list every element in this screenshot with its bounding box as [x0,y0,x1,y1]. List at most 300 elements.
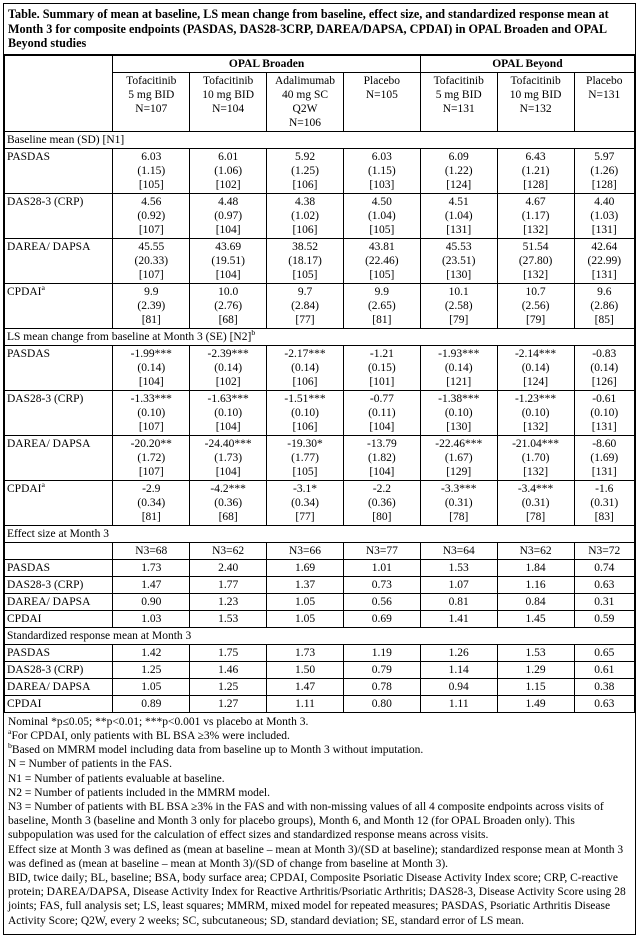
arm-header-line: Q2W [292,102,318,115]
data-cell-line: (0.14) [214,361,243,374]
data-cell-line: -3.1* [293,482,317,495]
table-row [5,148,635,193]
data-cell-line: 4.67 [525,195,546,208]
data-cell-line: [102] [215,178,241,191]
arm-header-line: 5 mg BID [128,88,175,101]
data-cell-line: (1.67) [444,451,473,464]
data-cell [190,480,267,525]
data-cell [113,390,190,435]
data-cell-line: (0.92) [137,209,166,222]
data-cell [267,480,344,525]
data-cell [343,238,420,283]
table-row [5,480,635,525]
data-cell-line: (1.02) [291,209,319,222]
data-cell: 0.69 [343,610,420,627]
data-cell-line: 10.7 [525,285,546,298]
arm-header-line: N=104 [212,102,245,115]
data-cell-line: [106] [292,178,318,191]
data-cell-line: -21.04*** [512,437,560,450]
corner-cell [5,55,113,131]
data-cell-line: [101] [369,375,395,388]
data-cell-line: [132] [523,465,549,478]
data-cell-line: [131] [591,465,617,478]
arm-header-line: 10 mg BID [202,88,255,101]
data-cell-line: [81] [141,510,161,523]
table-row [5,238,635,283]
data-cell-line: 6.43 [525,150,546,163]
data-cell-line: 4.48 [218,195,239,208]
footnote-line: N = Number of patients in the FAS. [8,758,173,771]
data-cell-line: (0.31) [521,496,550,509]
table-row [5,283,635,328]
data-cell [574,480,634,525]
data-cell: 0.73 [343,576,420,593]
data-cell-line: [131] [591,420,617,433]
data-cell: N3=64 [420,542,497,559]
arm-header [574,72,634,131]
data-cell-line: (1.03) [590,209,619,222]
data-cell-line: -3.3*** [440,482,477,495]
data-cell: 1.46 [190,661,267,678]
data-cell-line: -0.83 [592,347,617,360]
endpoint-label: CPDAI [5,610,113,627]
summary-table [4,55,635,713]
data-cell-line: (0.34) [137,496,166,509]
section-row [5,131,635,148]
data-cell-line: -1.33*** [130,392,172,405]
data-cell: 1.29 [497,661,574,678]
data-cell: 1.16 [497,576,574,593]
footnote-line: BID, twice daily; BL, baseline; BSA, body surface area; CPDAI, Composite Psoriatic Disease Activity Index score; CRP, C-reactive protein; DAREA/DAPSA, Disease Activity Index for Reactive Arthritis/Psoriatic Arthritis; DAS28-3, Disease Activity Score using 28 joints; FAS, full analysis set; LS, least squares; MMRM, mixed model for repeated measures; PASDAS, Psoriatic Arthritis Disease Activity Score; Q2W, every 2 weeks; SC, subcutaneous; SD, standard deviation; SE, standard error of LS mean. [8,872,626,927]
data-cell-line: 9.7 [297,285,313,298]
data-cell-line: [105] [369,223,395,236]
data-cell-line: 4.50 [371,195,392,208]
data-cell-line: [83] [594,510,614,523]
arm-header [267,72,344,131]
data-cell-line: [105] [369,268,395,281]
data-cell-line: (0.10) [590,406,619,419]
data-cell-line: 6.03 [141,150,162,163]
data-cell-line: [103] [369,178,395,191]
data-cell-line: [124] [446,178,472,191]
endpoint-label: PASDAS [5,559,113,576]
data-cell-line: (0.10) [521,406,550,419]
footnotes [4,713,635,934]
table-row [5,345,635,390]
data-cell [343,390,420,435]
data-cell-line: (1.73) [214,451,243,464]
arm-header-line: Tofacitinib [126,74,177,87]
data-cell-line: (0.14) [291,361,319,374]
footnote-line: $^b$Based on MMRM model including data from baseline up to Month 3 without imputation. [8,741,424,757]
superscript-marker: a [41,480,45,489]
data-cell: 1.05 [267,593,344,610]
data-cell-line: (0.10) [137,406,166,419]
data-cell: 1.25 [113,661,190,678]
endpoint-label: DAS28-3 (CRP) [5,576,113,593]
data-cell-line: 6.01 [218,150,239,163]
data-cell-line: [128] [591,178,617,191]
data-cell: 1.27 [190,695,267,712]
data-cell [420,283,497,328]
data-cell [113,148,190,193]
data-cell: 1.47 [113,576,190,593]
data-cell-line: [79] [449,313,469,326]
data-cell: 1.07 [420,576,497,593]
data-cell-line: [79] [526,313,546,326]
data-cell: N3=77 [343,542,420,559]
footnote-line: Nominal *p≤0.05; **p<0.01; ***p<0.001 vs placebo at Month 3. [8,715,309,728]
footnote-line: N1 = Number of patients evaluable at baseline. [8,772,225,785]
data-cell-line: -1.93*** [438,347,480,360]
endpoint-label: CPDAI$^a$ [5,283,113,328]
data-cell-line: (2.65) [367,299,396,312]
data-cell-line: [104] [215,223,241,236]
data-cell-line: (23.51) [441,254,476,267]
data-cell [574,390,634,435]
data-cell [113,435,190,480]
data-cell-line: (27.80) [518,254,553,267]
data-cell-line: (0.10) [214,406,243,419]
data-cell-line: -24.40*** [204,437,252,450]
endpoint-label: DAREA/ DAPSA [5,678,113,695]
footnote-line: N3 = Number of patients with BL BSA ≥3% in the FAS and with non-missing values of all 4 composite endpoints across visits of baseline, Month 3 (baseline and Month 3 only for placebo groups), Month 6, and Month 12 (for OPAL Broaden only). This subpopulation was used for the calculation of effect sizes and standardized response means across visits. [8,801,604,842]
arm-header [113,72,190,131]
data-cell: 1.11 [420,695,497,712]
data-cell-line: 4.38 [294,195,316,208]
data-cell-line: (2.86) [590,299,619,312]
data-cell: 1.01 [343,559,420,576]
data-cell: 1.45 [497,610,574,627]
arm-header [343,72,420,131]
data-cell [420,435,497,480]
endpoint-label: CPDAI [5,695,113,712]
arm-header-line: N=131 [588,88,621,101]
table-body [5,55,635,712]
superscript-marker: b [251,328,256,337]
data-cell: 0.56 [343,593,420,610]
section-row [5,525,635,542]
data-cell [574,148,634,193]
data-cell-line: [81] [372,313,392,326]
data-cell-line: -19.30* [287,437,323,450]
endpoint-label: DAREA/ DAPSA [5,593,113,610]
data-cell-line: [68] [218,510,238,523]
data-cell [190,193,267,238]
data-cell-line: (2.58) [444,299,473,312]
data-cell-line: -2.9 [142,482,161,495]
table-page [3,3,636,935]
data-cell [113,283,190,328]
data-cell: 1.75 [190,644,267,661]
data-cell-line: -1.99*** [130,347,172,360]
data-cell-line: 10.0 [218,285,239,298]
data-cell [267,148,344,193]
data-cell-line: (22.46) [365,254,399,267]
data-cell [190,148,267,193]
data-cell-line: -2.14*** [514,347,557,360]
data-cell [190,283,267,328]
arm-header-line: Tofacitinib [203,74,254,87]
study-group-header: OPAL Broaden [113,55,420,72]
endpoint-label: DAS28-3 (CRP) [5,661,113,678]
data-cell-line: -3.4*** [517,482,554,495]
table-title: Table. Summary of mean at baseline, LS mean change from baseline, effect size, and standardized response mean at Month 3 for composite endpoints (PASDAS, DAS28-3CRP, DAREA/DAPSA, CPDAI) in OPAL Broaden and OPAL Beyond studies [4,4,635,55]
data-cell: 1.23 [190,593,267,610]
data-cell-line: (1.69) [590,451,619,464]
data-cell: 0.31 [574,593,634,610]
data-cell-line: [130] [446,420,472,433]
data-cell-line: [107] [138,465,164,478]
data-cell: 1.25 [190,678,267,695]
data-cell [574,283,634,328]
table-row [5,644,635,661]
data-cell-line: 45.55 [138,240,165,253]
data-cell-line: (0.36) [367,496,396,509]
data-cell-line: [124] [523,375,549,388]
data-cell-line: (1.22) [444,164,473,177]
data-cell: 1.53 [190,610,267,627]
data-cell-line: 43.69 [215,240,242,253]
data-cell [267,283,344,328]
data-cell [420,193,497,238]
data-cell-line: (0.10) [291,406,319,419]
data-cell: N3=72 [574,542,634,559]
data-cell-line: [131] [591,223,617,236]
data-cell: 1.73 [113,559,190,576]
data-cell-line: (1.77) [291,451,319,464]
data-cell-line: [81] [141,313,161,326]
data-cell-line: (1.17) [521,209,550,222]
table-row [5,695,635,712]
arm-header-line: N=107 [135,102,168,115]
data-cell: 1.26 [420,644,497,661]
data-cell-line: [105] [292,465,318,478]
data-cell-line: (0.14) [444,361,473,374]
data-cell [267,345,344,390]
data-cell [343,435,420,480]
table-row [5,390,635,435]
data-cell-line: (2.84) [291,299,319,312]
data-cell-line: (19.51) [211,254,245,267]
table-row [5,661,635,678]
data-cell [343,193,420,238]
arm-header-line: Placebo [586,74,623,87]
data-cell [190,345,267,390]
data-cell-line: (0.31) [590,496,619,509]
study-group-header: OPAL Beyond [420,55,634,72]
arm-header-line: Tofacitinib [433,74,484,87]
endpoint-label: PASDAS [5,644,113,661]
data-cell-line: (0.31) [444,496,473,509]
data-cell: 0.81 [420,593,497,610]
data-cell-line: (1.15) [367,164,396,177]
data-cell-line: [131] [446,223,472,236]
data-cell-line: -8.60 [592,437,617,450]
section-header: Baseline mean (SD) [N1] [5,131,635,148]
data-cell-line: (2.76) [214,299,243,312]
arm-header-line: N=131 [442,102,475,115]
empty-label-cell [5,542,113,559]
data-cell: N3=62 [190,542,267,559]
data-cell: 0.78 [343,678,420,695]
data-cell-line: (0.15) [367,361,396,374]
section-header: Effect size at Month 3 [5,525,635,542]
header-group-row [5,55,635,72]
data-cell: 2.40 [190,559,267,576]
data-cell-line: (2.56) [521,299,550,312]
table-row [5,610,635,627]
data-cell: 0.65 [574,644,634,661]
data-cell-line: (1.06) [214,164,243,177]
data-cell: 1.73 [267,644,344,661]
table-row [5,193,635,238]
data-cell [497,435,574,480]
data-cell [420,238,497,283]
data-cell: 0.63 [574,576,634,593]
data-cell: 0.74 [574,559,634,576]
arm-header-line: Adalimumab [274,74,336,87]
table-row [5,678,635,695]
data-cell: 1.84 [497,559,574,576]
data-cell-line: (1.70) [521,451,550,464]
endpoint-label: CPDAI$^a$ [5,480,113,525]
data-cell: 1.53 [497,644,574,661]
data-cell: N3=66 [267,542,344,559]
data-cell-line: [132] [523,420,549,433]
data-cell-line: 43.81 [368,240,395,253]
endpoint-label: DAS28-3 (CRP) [5,390,113,435]
data-cell-line: [121] [446,375,472,388]
data-cell-line: 6.09 [448,150,469,163]
data-cell: 1.41 [420,610,497,627]
data-cell-line: [68] [218,313,238,326]
data-cell-line: [128] [523,178,549,191]
data-cell-line: 4.40 [594,195,615,208]
table-row [5,559,635,576]
data-cell [343,148,420,193]
data-cell: 1.19 [343,644,420,661]
table-row [5,593,635,610]
data-cell-line: [107] [138,420,164,433]
data-cell: 0.94 [420,678,497,695]
data-cell-line: [104] [215,420,241,433]
superscript-marker: a [41,283,45,292]
data-cell [113,345,190,390]
data-cell-line: (1.04) [367,209,396,222]
data-cell-line: [106] [292,375,318,388]
data-cell: 0.61 [574,661,634,678]
endpoint-label: DAREA/ DAPSA [5,238,113,283]
data-cell: 0.79 [343,661,420,678]
data-cell-line: (22.99) [587,254,622,267]
footnote-line: Effect size at Month 3 was defined as (mean at baseline – mean at Month 3)/(SD at baseline); standardized response mean at Month 3 was defined as (mean at baseline – mean at Month 3)/(SD of change from baseline at Month 3). [8,843,624,870]
data-cell-line: [104] [215,268,241,281]
table-row [5,542,635,559]
data-cell-line: 5.97 [594,150,615,163]
arm-header-line: 10 mg BID [509,88,562,101]
data-cell [574,345,634,390]
data-cell-line: [104] [369,420,395,433]
data-cell-line: [129] [446,465,472,478]
data-cell-line: [77] [295,510,315,523]
data-cell-line: [104] [369,465,395,478]
data-cell [497,345,574,390]
data-cell [497,148,574,193]
data-cell-line: [107] [138,268,164,281]
data-cell-line: 51.54 [522,240,549,253]
data-cell [574,238,634,283]
data-cell [113,480,190,525]
data-cell-line: -22.46*** [435,437,483,450]
data-cell: 1.50 [267,661,344,678]
data-cell: 1.14 [420,661,497,678]
data-cell [420,390,497,435]
data-cell-line: 4.56 [141,195,162,208]
endpoint-label: DAREA/ DAPSA [5,435,113,480]
data-cell: 1.42 [113,644,190,661]
data-cell-line: (0.34) [291,496,319,509]
data-cell-line: (0.11) [368,406,396,419]
data-cell [497,480,574,525]
data-cell-line: 5.92 [294,150,316,163]
arm-header [497,72,574,131]
data-cell: N3=68 [113,542,190,559]
data-cell [497,238,574,283]
data-cell-line: -1.6 [595,482,614,495]
data-cell-line: 10.1 [448,285,469,298]
data-cell-line: [132] [523,268,549,281]
endpoint-label: DAS28-3 (CRP) [5,193,113,238]
data-cell-line: [77] [295,313,315,326]
data-cell [497,283,574,328]
data-cell-line: (0.97) [214,209,243,222]
footnote-line: N2 = Number of patients included in the MMRM model. [8,786,271,799]
data-cell: 1.47 [267,678,344,695]
superscript-marker: b [8,741,12,751]
data-cell [574,193,634,238]
data-cell-line: (0.14) [137,361,166,374]
arm-header-line: N=105 [365,88,398,101]
data-cell [190,238,267,283]
data-cell-line: -0.77 [369,392,394,405]
table-row [5,435,635,480]
data-cell: 1.05 [267,610,344,627]
data-cell-line: [106] [292,420,318,433]
arm-header-line: Tofacitinib [510,74,561,87]
data-cell-line: -0.61 [592,392,617,405]
arm-header-line: N=132 [519,102,552,115]
data-cell-line: -1.51*** [284,392,326,405]
data-cell [190,390,267,435]
data-cell-line: [126] [591,375,617,388]
data-cell: 1.05 [113,678,190,695]
data-cell: 0.89 [113,695,190,712]
data-cell-line: [102] [215,375,241,388]
endpoint-label: PASDAS [5,148,113,193]
data-cell-line: (20.33) [134,254,169,267]
data-cell-line: [130] [446,268,472,281]
data-cell-line: (1.15) [137,164,166,177]
data-cell: N3=62 [497,542,574,559]
data-cell [113,193,190,238]
data-cell-line: 9.9 [144,285,159,298]
data-cell-line: -1.21 [369,347,394,360]
data-cell-line: 4.51 [448,195,469,208]
data-cell: 0.80 [343,695,420,712]
data-cell-line: [105] [292,268,318,281]
data-cell-line: [104] [215,465,241,478]
